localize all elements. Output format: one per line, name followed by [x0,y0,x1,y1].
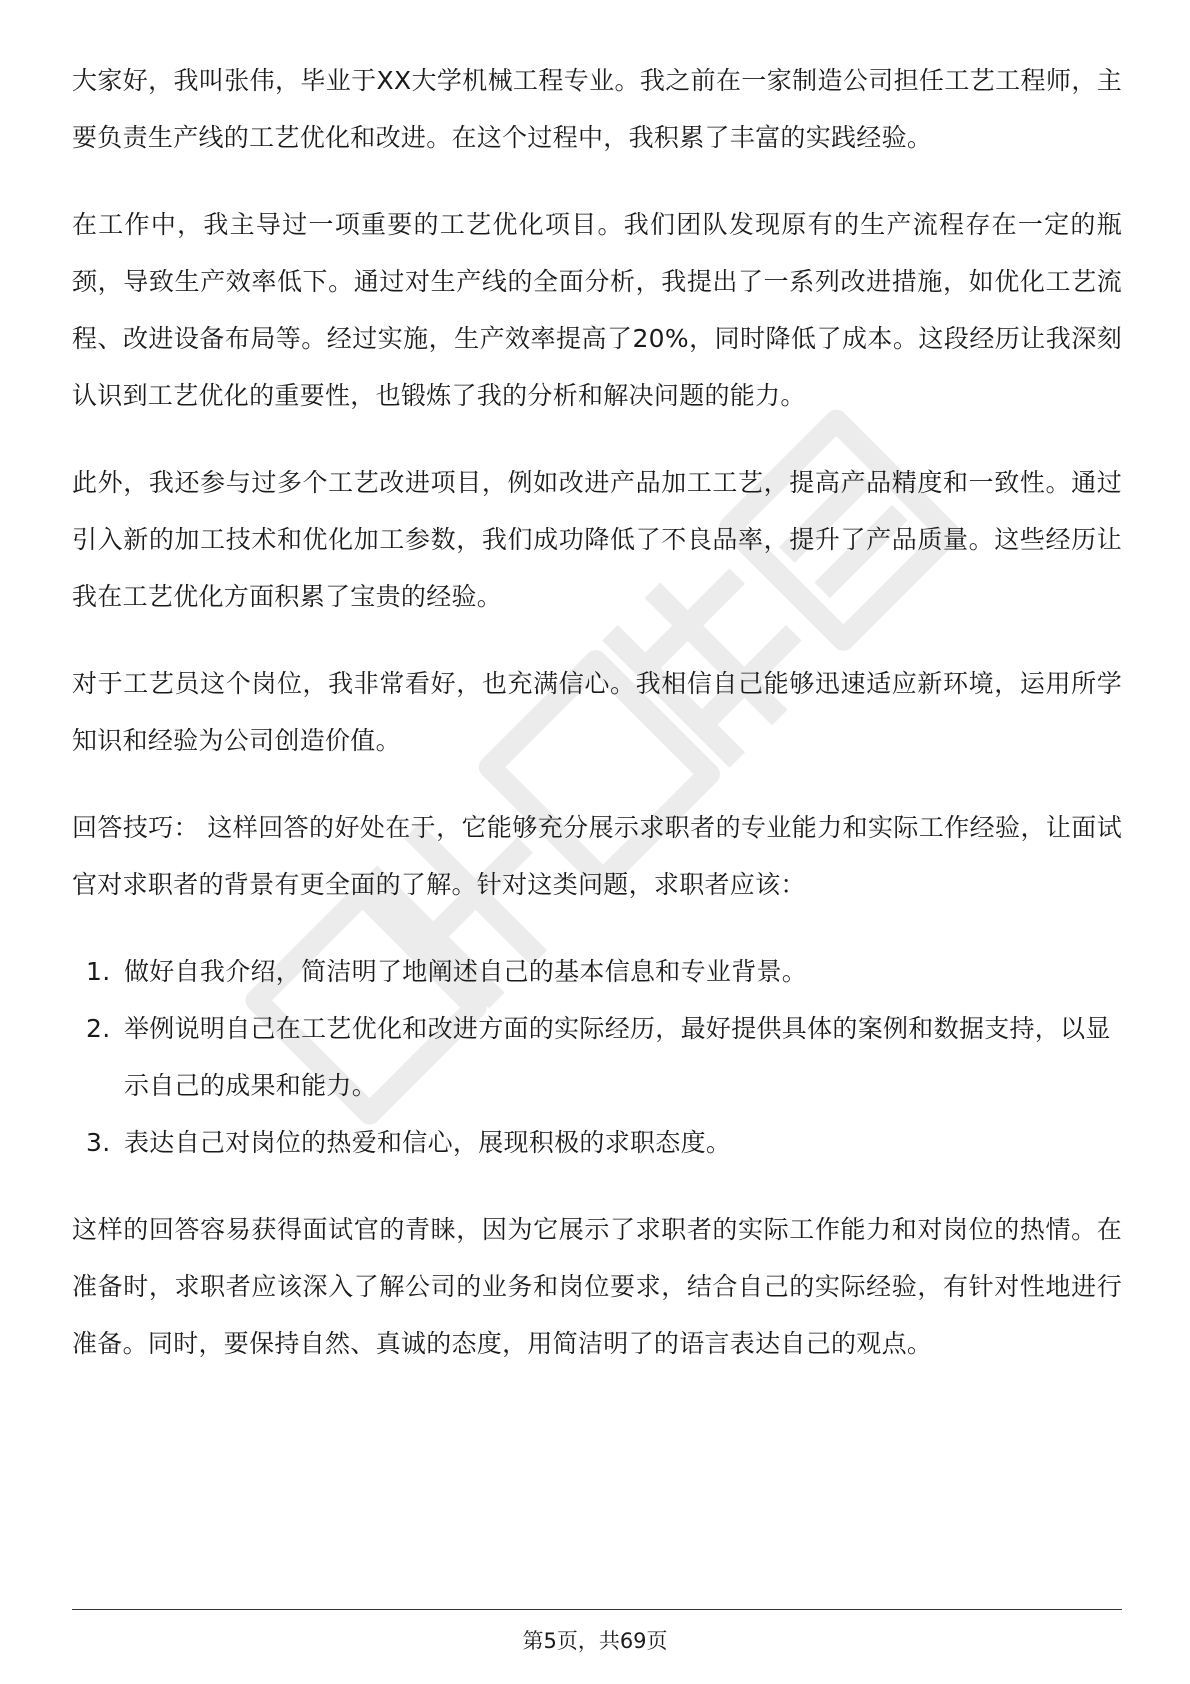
closing-paragraph: 这样的回答容易获得面试官的青睐，因为它展示了求职者的实际工作能力和对岗位的热情。在准备时，求职者应该深入了解公司的业务和岗位要求，结合自己的实际经验，有针对性地进行准备。同时，要保持自然、真诚的态度，用简洁明了的语言表达自己的观点。 [72,1215,1122,1358]
list-item-text: 表达自己对岗位的热爱和信心，展现积极的求职态度。 [124,1128,732,1157]
tips-intro-paragraph: 回答技巧： 这样回答的好处在于，它能够充分展示求职者的专业能力和实际工作经验，让面试官对求职者的背景有更全面的了解。针对这类问题，求职者应该： [72,813,1122,899]
list-item [72,943,1122,1000]
list-item-number: 3. [86,1128,111,1157]
tips-list [72,943,1122,1171]
experience-paragraph: 此外，我还参与过多个工艺改进项目，例如改进产品加工工艺，提高产品精度和一致性。通过引入新的加工技术和优化加工参数，我们成功降低了不良品率，提升了产品质量。这些经历让我在工艺优化方面积累了宝贵的经验。 [72,468,1122,611]
project-paragraph: 在工作中，我主导过一项重要的工艺优化项目。我们团队发现原有的生产流程存在一定的瓶颈，导致生产效率低下。通过对生产线的全面分析，我提出了一系列改进措施，如优化工艺流程、改进设备布局等。经过实施，生产效率提高了20%，同时降低了成本。这段经历让我深刻认识到工艺优化的重要性，也锻炼了我的分析和解决问题的能力。 [72,210,1122,410]
confidence-paragraph: 对于工艺员这个岗位，我非常看好，也充满信心。我相信自己能够迅速适应新环境，运用所学知识和经验为公司创造价值。 [72,669,1122,755]
list-item-text: 做好自我介绍，简洁明了地阐述自己的基本信息和专业背景。 [124,957,808,986]
list-item-number: 2. [86,1014,111,1043]
footer-divider [72,1609,1122,1610]
page-number: 第5页，共69页 [522,1629,668,1653]
intro-paragraph: 大家好，我叫张伟，毕业于XX大学机械工程专业。我之前在一家制造公司担任工艺工程师，主要负责生产线的工艺优化和改进。在这个过程中，我积累了丰富的实践经验。 [72,66,1122,152]
list-item [72,1114,1122,1171]
document-body [72,52,1122,1402]
list-item [72,1000,1122,1114]
list-item-number: 1. [86,957,111,986]
list-item-text: 举例说明自己在工艺优化和改进方面的实际经历，最好提供具体的案例和数据支持，以显示自己的成果和能力。 [124,1014,1111,1100]
